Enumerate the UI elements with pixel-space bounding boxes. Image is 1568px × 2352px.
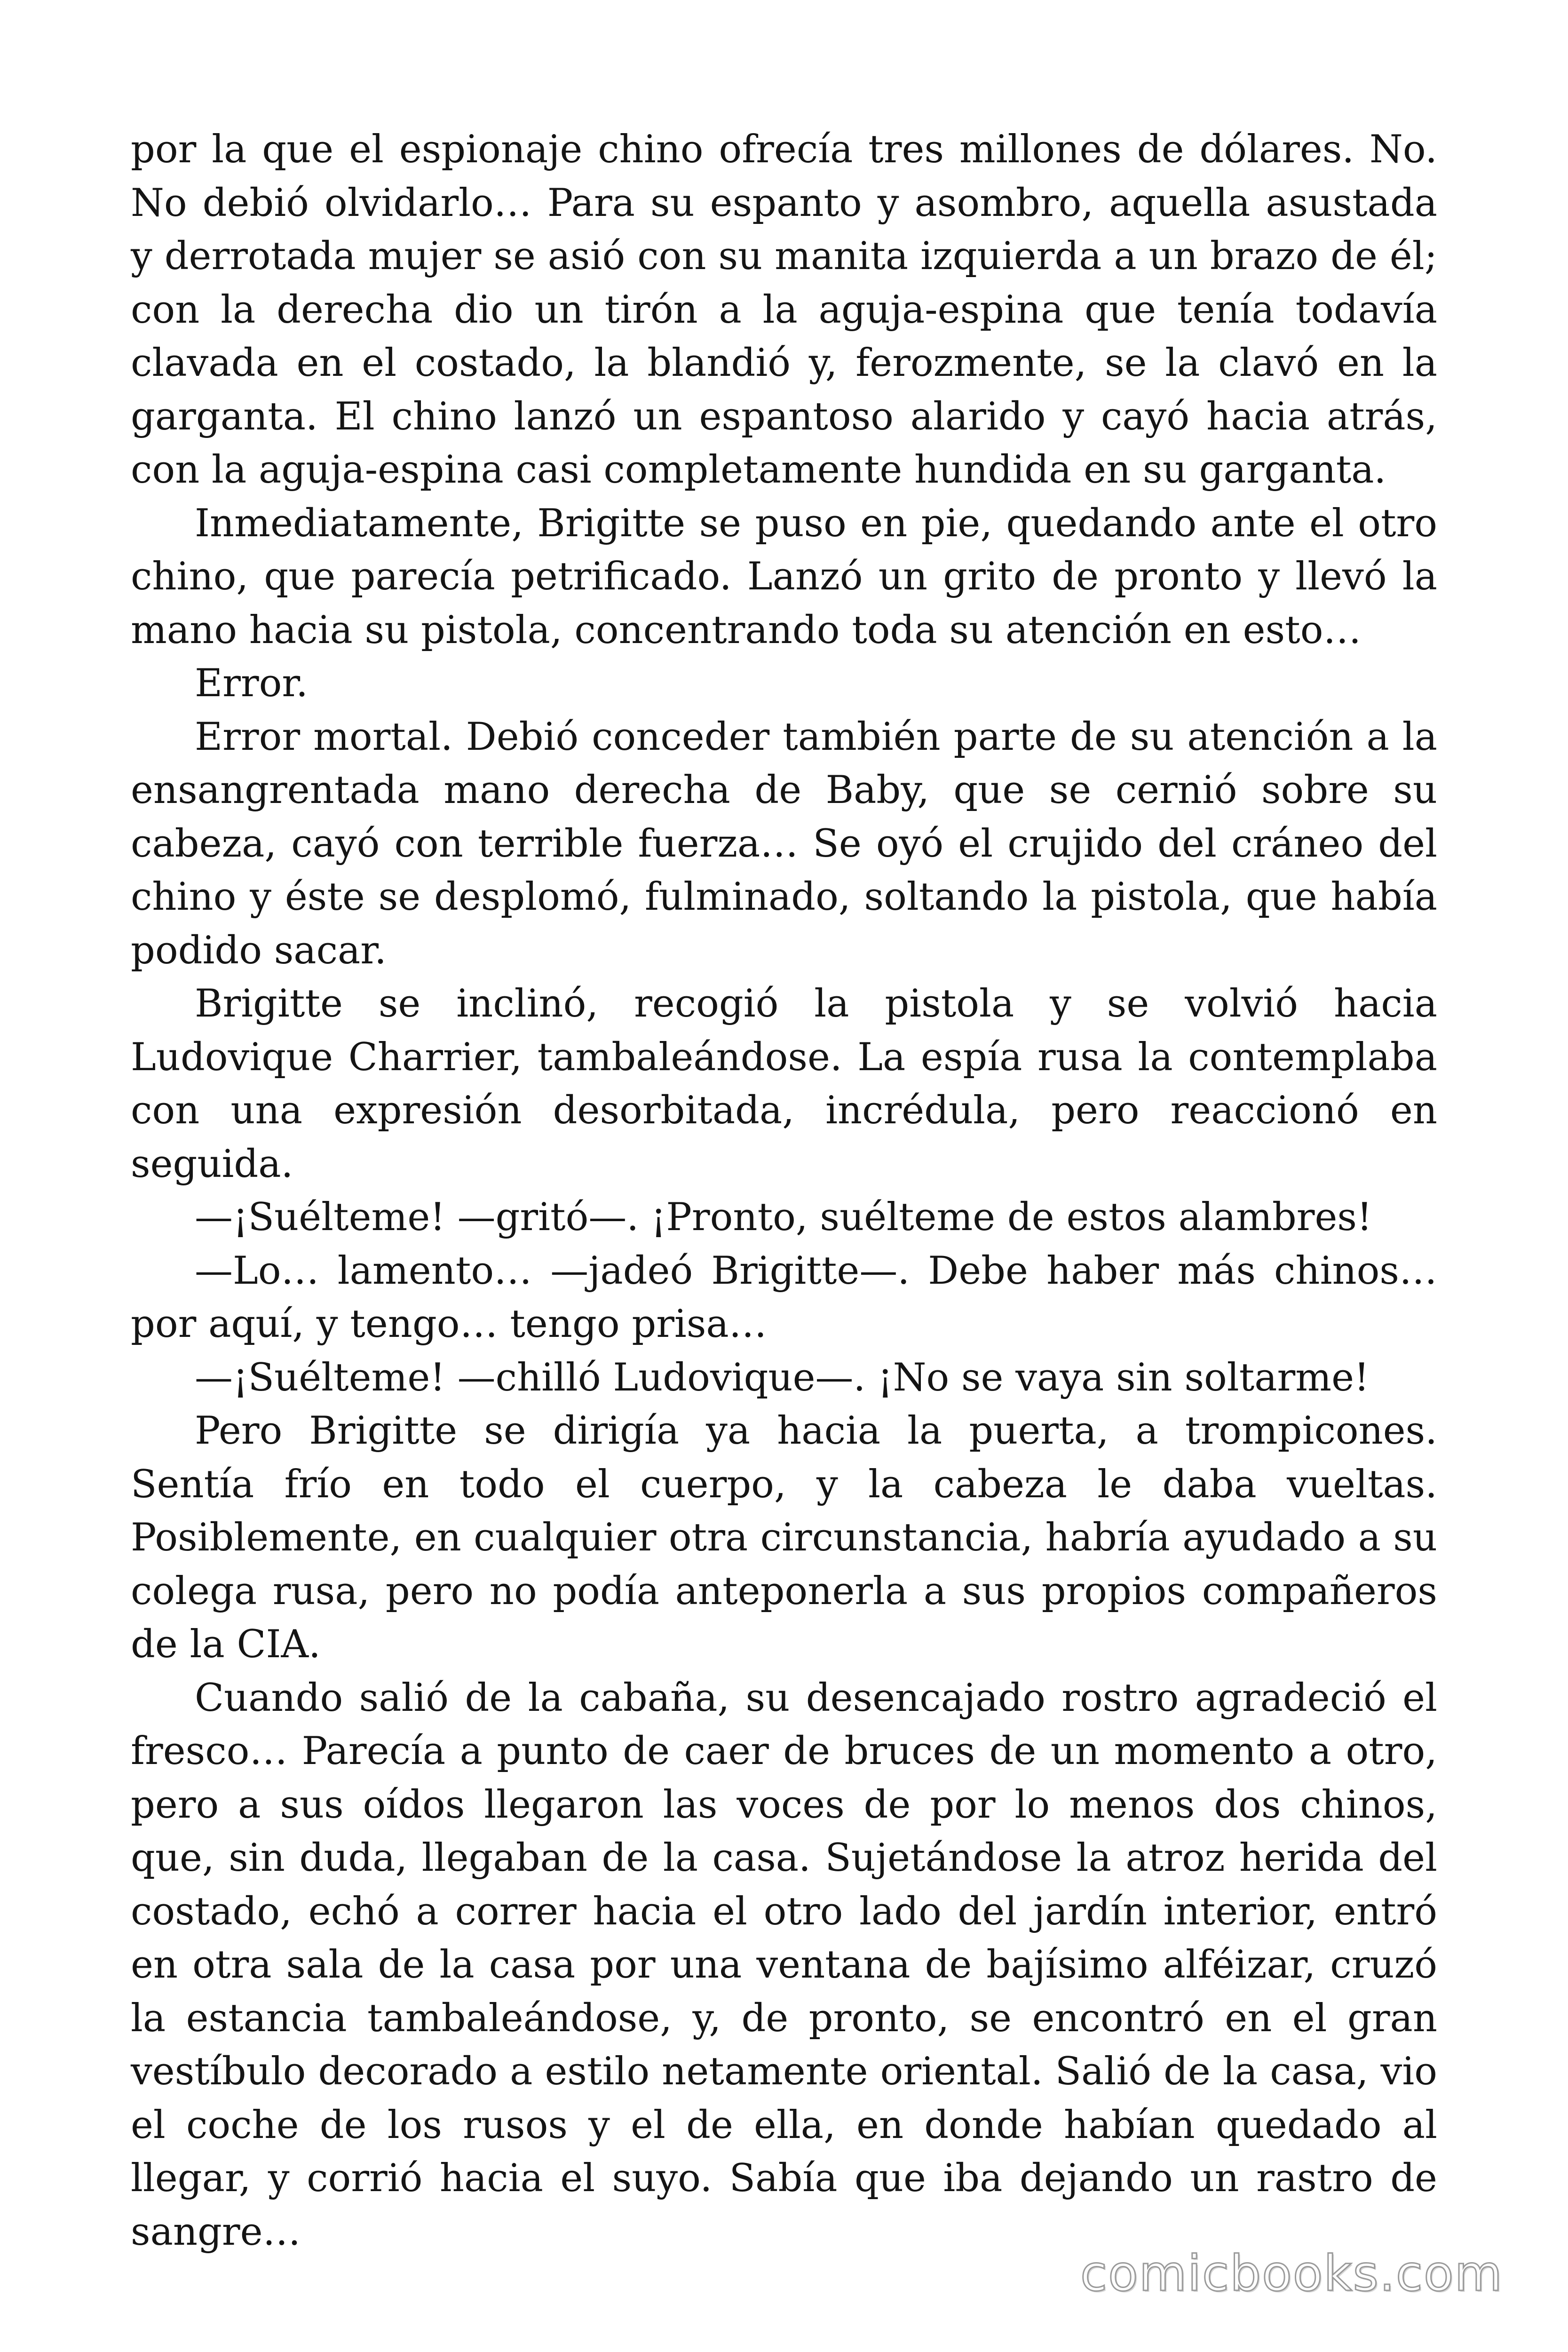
paragraph-6: —¡Suélteme! —gritó—. ¡Pronto, suélteme de estos alambres! — [195, 1195, 1372, 1240]
paragraph-1: por la que el espionaje chino ofrecía tres millones de dólares. No. No debió olvidarlo… Para su espanto y asombro, aquella asustada y derrotada mujer se asió con su manita izquierda a un brazo de él; con la derecha dio un tirón a la aguja-espina que tenía todavía clavada en el costado, la blandió y, ferozmente, se la clavó en la garganta. El chino lanzó un espantoso alarido y cayó hacia atrás, con la aguja-espina casi completamente hundida en su garganta. — [131, 127, 1437, 492]
page-body-text — [131, 123, 1437, 2259]
paragraph-3: Error. — [195, 661, 308, 706]
watermark-logo: comicbooks.com — [1080, 2245, 1503, 2302]
paragraph-2: Inmediatamente, Brigitte se puso en pie, quedando ante el otro chino, que parecía petrificado. Lanzó un grito de pronto y llevó la mano hacia su pistola, concentrando toda su atención en esto… — [131, 501, 1437, 652]
paragraph-10: Cuando salió de la cabaña, su desencajado rostro agradeció el fresco… Parecía a punto de caer de bruces de un momento a otro, pero a sus oídos llegaron las voces de por lo menos dos chinos, que, sin duda, llegaban de la casa. Sujetándose la atroz herida del costado, echó a correr hacia el otro lado del jardín interior, entró en otra sala de la casa por una ventana de bajísimo alféizar, cruzó la estancia tambaleándose, y, de pronto, se encontró en el gran vestíbulo decorado a estilo netamente oriental. Salió de la casa, vio el coche de los rusos y el de ella, en donde habían quedado al llegar, y corrió hacia el suyo. Sabía que iba dejando un rastro de sangre… — [131, 1676, 1437, 2254]
paragraph-4: Error mortal. Debió conceder también parte de su atención a la ensangrentada mano derecha de Baby, que se cernió sobre su cabeza, cayó con terrible fuerza… Se oyó el crujido del cráneo del chino y éste se desplomó, fulminado, soltando la pistola, que había podido sacar. — [131, 715, 1437, 973]
paragraph-8: —¡Suélteme! —chilló Ludovique—. ¡No se vaya sin soltarme! — [195, 1355, 1370, 1400]
paragraph-9: Pero Brigitte se dirigía ya hacia la puerta, a trompicones. Sentía frío en todo el cuerpo, y la cabeza le daba vueltas. Posiblemente, en cualquier otra circunstancia, habría ayudado a su colega rusa, pero no podía anteponerla a sus propios compañeros de la CIA. — [131, 1409, 1437, 1667]
paragraph-7: —Lo… lamento… —jadeó Brigitte—. Debe haber más chinos… por aquí, y tengo… tengo prisa… — [131, 1248, 1437, 1346]
paragraph-5: Brigitte se inclinó, recogió la pistola y se volvió hacia Ludovique Charrier, tambaleándose. La espía rusa la contemplaba con una expresión desorbitada, incrédula, pero reaccionó en seguida. — [131, 982, 1437, 1186]
